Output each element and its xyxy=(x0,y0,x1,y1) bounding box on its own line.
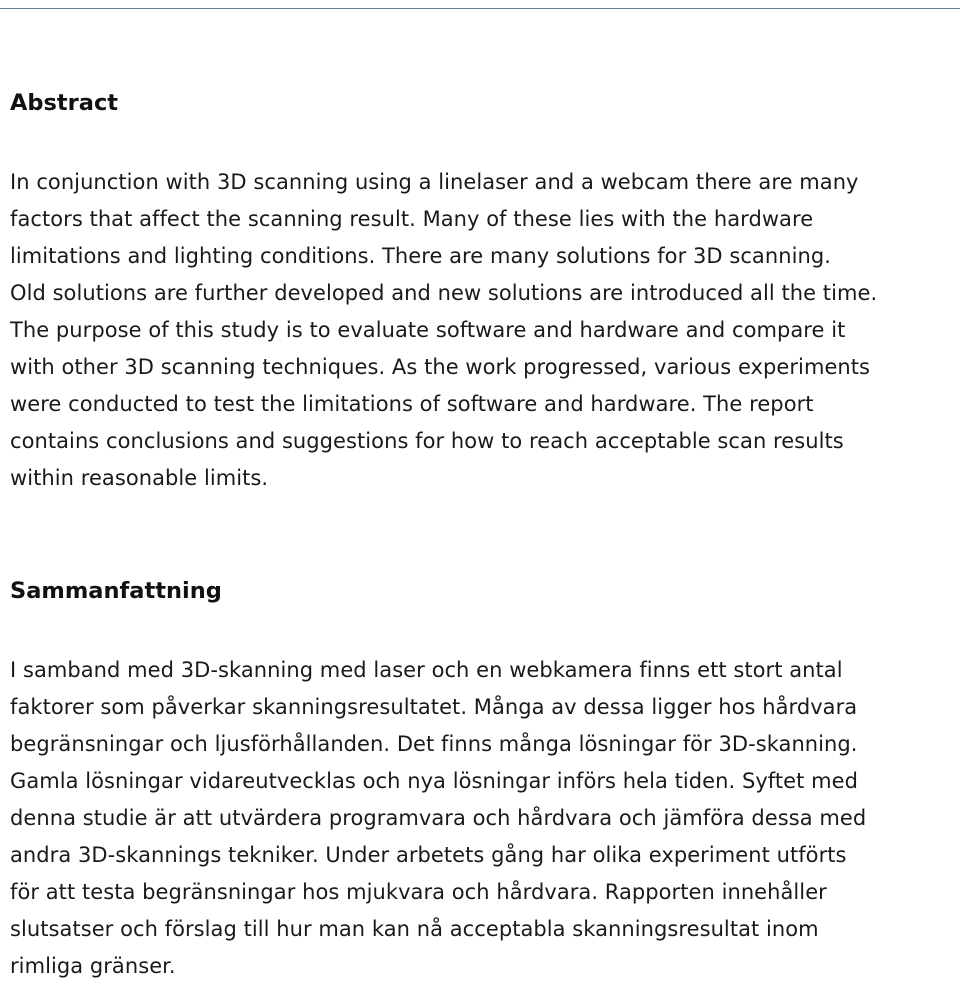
sammanfattning-line: Gamla lösningar vidareutvecklas och nya lösningar införs hela tiden. Syftet med xyxy=(10,769,858,793)
abstract-line: factors that affect the scanning result. Many of these lies with the hardware xyxy=(10,207,814,231)
sammanfattning-line: I samband med 3D-skanning med laser och en webkamera finns ett stort antal xyxy=(10,658,843,682)
abstract-line: with other 3D scanning techniques. As the work progressed, various experiments xyxy=(10,355,871,379)
sammanfattning-line: andra 3D-skannings tekniker. Under arbetets gång har olika experiment utförts xyxy=(10,843,847,867)
sammanfattning-line: slutsatser och förslag till hur man kan nå acceptabla skanningsresultat inom xyxy=(10,917,819,941)
abstract-line: were conducted to test the limitations of software and hardware. The report xyxy=(10,392,814,416)
abstract-line: In conjunction with 3D scanning using a linelaser and a webcam there are many xyxy=(10,170,859,194)
abstract-line: The purpose of this study is to evaluate software and hardware and compare it xyxy=(10,318,846,342)
sammanfattning-line: rimliga gränser. xyxy=(10,954,176,978)
sammanfattning-heading: Sammanfattning xyxy=(10,578,222,604)
abstract-paragraph xyxy=(10,164,877,497)
page-top-rule xyxy=(0,8,960,9)
sammanfattning-line: begränsningar och ljusförhållanden. Det finns många lösningar för 3D-skanning. xyxy=(10,732,858,756)
abstract-heading: Abstract xyxy=(10,90,119,116)
abstract-line: limitations and lighting conditions. There are many solutions for 3D scanning. xyxy=(10,244,831,268)
sammanfattning-line: faktorer som påverkar skanningsresultatet. Många av dessa ligger hos hårdvara xyxy=(10,695,858,719)
sammanfattning-line: för att testa begränsningar hos mjukvara och hårdvara. Rapporten innehåller xyxy=(10,880,827,904)
abstract-line: contains conclusions and suggestions for how to reach acceptable scan results xyxy=(10,429,844,453)
sammanfattning-paragraph xyxy=(10,652,866,985)
abstract-line: within reasonable limits. xyxy=(10,466,269,490)
abstract-line: Old solutions are further developed and new solutions are introduced all the time. xyxy=(10,281,878,305)
sammanfattning-line: denna studie är att utvärdera programvara och hårdvara och jämföra dessa med xyxy=(10,806,867,830)
